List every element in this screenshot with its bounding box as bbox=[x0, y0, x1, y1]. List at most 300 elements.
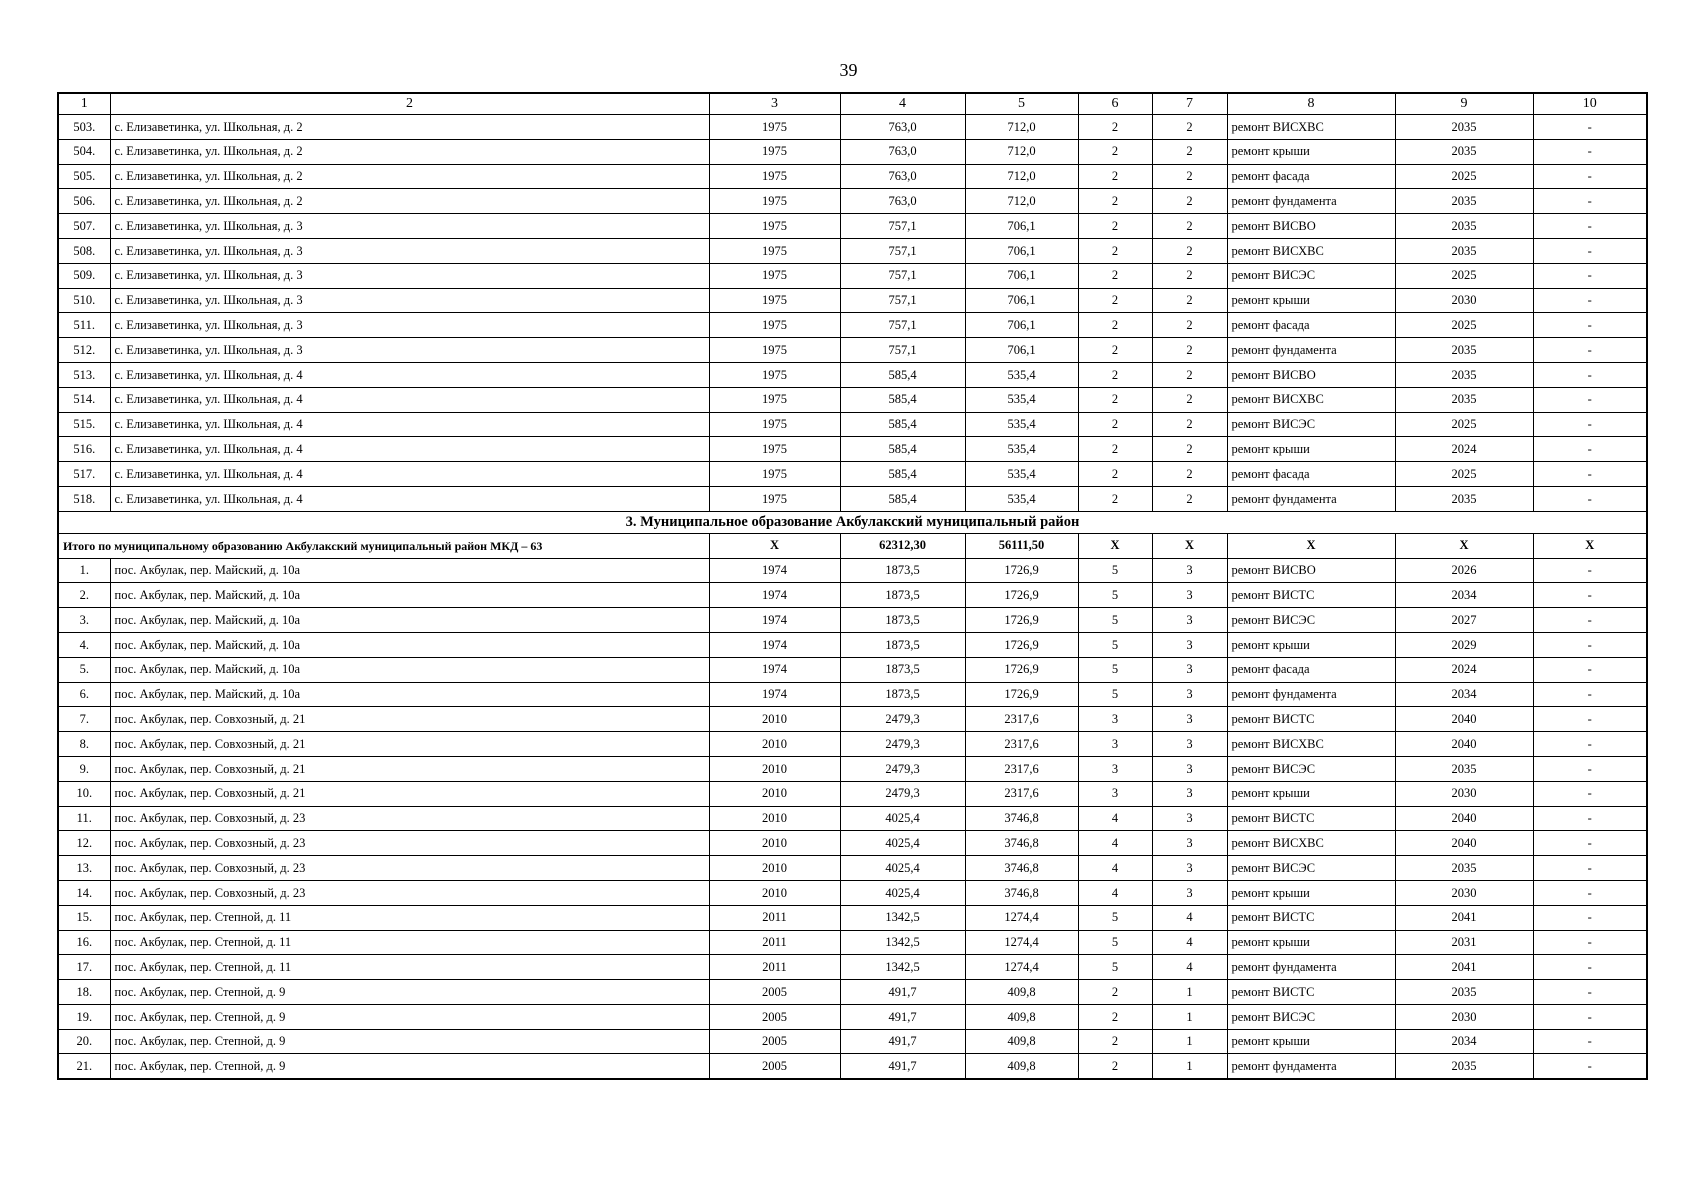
work-type-cell: ремонт ВИСВО bbox=[1227, 362, 1395, 387]
living-area-cell: 712,0 bbox=[965, 189, 1078, 214]
work-type-cell: ремонт фасада bbox=[1227, 164, 1395, 189]
year-built-cell: 2011 bbox=[709, 930, 840, 955]
column-number-cell: 8 bbox=[1227, 93, 1395, 115]
table-row bbox=[58, 1004, 1647, 1029]
note-cell: - bbox=[1533, 313, 1647, 338]
repair-year-cell: 2025 bbox=[1395, 313, 1533, 338]
column-number-cell: 9 bbox=[1395, 93, 1533, 115]
note-cell: - bbox=[1533, 387, 1647, 412]
total-value-cell: X bbox=[1395, 533, 1533, 558]
total-area-cell: 491,7 bbox=[840, 980, 965, 1005]
work-type-cell: ремонт ВИСХВС bbox=[1227, 831, 1395, 856]
repair-year-cell: 2026 bbox=[1395, 558, 1533, 583]
year-built-cell: 1974 bbox=[709, 558, 840, 583]
living-area-cell: 706,1 bbox=[965, 238, 1078, 263]
note-cell: - bbox=[1533, 486, 1647, 511]
note-cell: - bbox=[1533, 980, 1647, 1005]
table-row bbox=[58, 905, 1647, 930]
year-built-cell: 1975 bbox=[709, 288, 840, 313]
table-row bbox=[58, 313, 1647, 338]
total-value-cell: X bbox=[1533, 533, 1647, 558]
table-row bbox=[58, 437, 1647, 462]
total-area-cell: 757,1 bbox=[840, 263, 965, 288]
address-cell: пос. Акбулак, пер. Степной, д. 11 bbox=[110, 955, 709, 980]
repair-year-cell: 2034 bbox=[1395, 583, 1533, 608]
table-row bbox=[58, 115, 1647, 140]
column-number-cell: 3 bbox=[709, 93, 840, 115]
work-type-cell: ремонт фундамента bbox=[1227, 189, 1395, 214]
work-type-cell: ремонт ВИСТС bbox=[1227, 980, 1395, 1005]
work-type-cell: ремонт крыши bbox=[1227, 781, 1395, 806]
table-row bbox=[58, 880, 1647, 905]
table-row bbox=[58, 462, 1647, 487]
living-area-cell: 2317,6 bbox=[965, 756, 1078, 781]
table-row bbox=[58, 139, 1647, 164]
year-built-cell: 1975 bbox=[709, 462, 840, 487]
work-type-cell: ремонт крыши bbox=[1227, 437, 1395, 462]
entrances-cell: 3 bbox=[1152, 558, 1227, 583]
table-row bbox=[58, 856, 1647, 881]
floors-cell: 5 bbox=[1078, 657, 1152, 682]
repair-year-cell: 2035 bbox=[1395, 189, 1533, 214]
note-cell: - bbox=[1533, 238, 1647, 263]
repair-year-cell: 2035 bbox=[1395, 980, 1533, 1005]
entrances-cell: 2 bbox=[1152, 164, 1227, 189]
address-cell: с. Елизаветинка, ул. Школьная, д. 2 bbox=[110, 189, 709, 214]
floors-cell: 5 bbox=[1078, 930, 1152, 955]
entrances-cell: 1 bbox=[1152, 1054, 1227, 1079]
floors-cell: 2 bbox=[1078, 214, 1152, 239]
row-number-cell: 2. bbox=[58, 583, 110, 608]
address-cell: пос. Акбулак, пер. Майский, д. 10а bbox=[110, 682, 709, 707]
work-type-cell: ремонт крыши bbox=[1227, 139, 1395, 164]
address-cell: пос. Акбулак, пер. Степной, д. 11 bbox=[110, 930, 709, 955]
work-type-cell: ремонт ВИСТС bbox=[1227, 806, 1395, 831]
note-cell: - bbox=[1533, 657, 1647, 682]
address-cell: с. Елизаветинка, ул. Школьная, д. 4 bbox=[110, 387, 709, 412]
row-number-cell: 513. bbox=[58, 362, 110, 387]
total-area-cell: 1342,5 bbox=[840, 905, 965, 930]
row-number-cell: 20. bbox=[58, 1029, 110, 1054]
living-area-cell: 706,1 bbox=[965, 313, 1078, 338]
total-area-cell: 491,7 bbox=[840, 1004, 965, 1029]
row-number-cell: 4. bbox=[58, 632, 110, 657]
table-row bbox=[58, 980, 1647, 1005]
total-area-cell: 2479,3 bbox=[840, 732, 965, 757]
note-cell: - bbox=[1533, 806, 1647, 831]
repair-year-cell: 2025 bbox=[1395, 263, 1533, 288]
floors-cell: 2 bbox=[1078, 1054, 1152, 1079]
floors-cell: 4 bbox=[1078, 880, 1152, 905]
floors-cell: 2 bbox=[1078, 164, 1152, 189]
row-number-cell: 1. bbox=[58, 558, 110, 583]
total-area-cell: 585,4 bbox=[840, 462, 965, 487]
address-cell: пос. Акбулак, пер. Совхозный, д. 23 bbox=[110, 856, 709, 881]
year-built-cell: 2010 bbox=[709, 732, 840, 757]
repair-year-cell: 2027 bbox=[1395, 608, 1533, 633]
living-area-cell: 1274,4 bbox=[965, 955, 1078, 980]
repair-year-cell: 2041 bbox=[1395, 905, 1533, 930]
note-cell: - bbox=[1533, 558, 1647, 583]
living-area-cell: 3746,8 bbox=[965, 880, 1078, 905]
table-row bbox=[58, 806, 1647, 831]
year-built-cell: 2005 bbox=[709, 980, 840, 1005]
column-number-cell: 7 bbox=[1152, 93, 1227, 115]
table-row bbox=[58, 189, 1647, 214]
living-area-cell: 409,8 bbox=[965, 1029, 1078, 1054]
note-cell: - bbox=[1533, 263, 1647, 288]
total-value-cell: X bbox=[1227, 533, 1395, 558]
entrances-cell: 3 bbox=[1152, 781, 1227, 806]
year-built-cell: 2005 bbox=[709, 1004, 840, 1029]
row-number-cell: 509. bbox=[58, 263, 110, 288]
repair-year-cell: 2030 bbox=[1395, 781, 1533, 806]
total-area-cell: 4025,4 bbox=[840, 880, 965, 905]
entrances-cell: 2 bbox=[1152, 387, 1227, 412]
note-cell: - bbox=[1533, 831, 1647, 856]
year-built-cell: 1974 bbox=[709, 682, 840, 707]
total-area-cell: 1873,5 bbox=[840, 558, 965, 583]
living-area-cell: 3746,8 bbox=[965, 806, 1078, 831]
floors-cell: 4 bbox=[1078, 831, 1152, 856]
entrances-cell: 2 bbox=[1152, 288, 1227, 313]
work-type-cell: ремонт ВИСЭС bbox=[1227, 608, 1395, 633]
entrances-cell: 4 bbox=[1152, 905, 1227, 930]
repair-year-cell: 2035 bbox=[1395, 139, 1533, 164]
row-number-cell: 9. bbox=[58, 756, 110, 781]
entrances-cell: 3 bbox=[1152, 657, 1227, 682]
row-number-cell: 503. bbox=[58, 115, 110, 140]
address-cell: с. Елизаветинка, ул. Школьная, д. 4 bbox=[110, 462, 709, 487]
row-number-cell: 508. bbox=[58, 238, 110, 263]
entrances-cell: 3 bbox=[1152, 608, 1227, 633]
note-cell: - bbox=[1533, 1029, 1647, 1054]
total-area-cell: 763,0 bbox=[840, 164, 965, 189]
year-built-cell: 2010 bbox=[709, 880, 840, 905]
total-area-cell: 4025,4 bbox=[840, 831, 965, 856]
total-area-cell: 763,0 bbox=[840, 139, 965, 164]
row-number-cell: 512. bbox=[58, 338, 110, 363]
floors-cell: 5 bbox=[1078, 682, 1152, 707]
address-cell: пос. Акбулак, пер. Степной, д. 11 bbox=[110, 905, 709, 930]
living-area-cell: 1726,9 bbox=[965, 608, 1078, 633]
repair-year-cell: 2024 bbox=[1395, 437, 1533, 462]
address-cell: с. Елизаветинка, ул. Школьная, д. 3 bbox=[110, 214, 709, 239]
table-row bbox=[58, 238, 1647, 263]
work-type-cell: ремонт фундамента bbox=[1227, 486, 1395, 511]
repair-year-cell: 2034 bbox=[1395, 1029, 1533, 1054]
year-built-cell: 1974 bbox=[709, 583, 840, 608]
floors-cell: 2 bbox=[1078, 462, 1152, 487]
address-cell: пос. Акбулак, пер. Совхозный, д. 21 bbox=[110, 732, 709, 757]
living-area-cell: 535,4 bbox=[965, 362, 1078, 387]
entrances-cell: 2 bbox=[1152, 115, 1227, 140]
work-type-cell: ремонт ВИСВО bbox=[1227, 558, 1395, 583]
total-value-cell: 56111,50 bbox=[965, 533, 1078, 558]
living-area-cell: 535,4 bbox=[965, 412, 1078, 437]
total-value-cell: X bbox=[1078, 533, 1152, 558]
row-number-cell: 18. bbox=[58, 980, 110, 1005]
table-body-part2 bbox=[58, 558, 1647, 1079]
total-area-cell: 585,4 bbox=[840, 486, 965, 511]
address-cell: с. Елизаветинка, ул. Школьная, д. 3 bbox=[110, 263, 709, 288]
row-number-cell: 5. bbox=[58, 657, 110, 682]
year-built-cell: 2010 bbox=[709, 831, 840, 856]
work-type-cell: ремонт ВИСЭС bbox=[1227, 1004, 1395, 1029]
total-area-cell: 4025,4 bbox=[840, 856, 965, 881]
living-area-cell: 706,1 bbox=[965, 214, 1078, 239]
note-cell: - bbox=[1533, 412, 1647, 437]
total-value-cell: X bbox=[709, 533, 840, 558]
row-number-cell: 11. bbox=[58, 806, 110, 831]
total-area-cell: 2479,3 bbox=[840, 707, 965, 732]
work-type-cell: ремонт ВИСХВС bbox=[1227, 387, 1395, 412]
address-cell: пос. Акбулак, пер. Степной, д. 9 bbox=[110, 1004, 709, 1029]
address-cell: пос. Акбулак, пер. Майский, д. 10а bbox=[110, 632, 709, 657]
row-number-cell: 505. bbox=[58, 164, 110, 189]
living-area-cell: 3746,8 bbox=[965, 856, 1078, 881]
floors-cell: 2 bbox=[1078, 139, 1152, 164]
repair-year-cell: 2029 bbox=[1395, 632, 1533, 657]
entrances-cell: 3 bbox=[1152, 682, 1227, 707]
floors-cell: 4 bbox=[1078, 806, 1152, 831]
entrances-cell: 2 bbox=[1152, 263, 1227, 288]
row-number-cell: 510. bbox=[58, 288, 110, 313]
total-area-cell: 1873,5 bbox=[840, 657, 965, 682]
floors-cell: 5 bbox=[1078, 608, 1152, 633]
entrances-cell: 2 bbox=[1152, 437, 1227, 462]
living-area-cell: 706,1 bbox=[965, 263, 1078, 288]
column-number-cell: 10 bbox=[1533, 93, 1647, 115]
year-built-cell: 1975 bbox=[709, 115, 840, 140]
address-cell: пос. Акбулак, пер. Совхозный, д. 23 bbox=[110, 806, 709, 831]
living-area-cell: 409,8 bbox=[965, 1004, 1078, 1029]
table-row bbox=[58, 632, 1647, 657]
year-built-cell: 1975 bbox=[709, 437, 840, 462]
entrances-cell: 3 bbox=[1152, 856, 1227, 881]
note-cell: - bbox=[1533, 437, 1647, 462]
floors-cell: 2 bbox=[1078, 313, 1152, 338]
address-cell: пос. Акбулак, пер. Совхозный, д. 21 bbox=[110, 756, 709, 781]
row-number-cell: 19. bbox=[58, 1004, 110, 1029]
repair-year-cell: 2035 bbox=[1395, 756, 1533, 781]
work-type-cell: ремонт фундамента bbox=[1227, 955, 1395, 980]
year-built-cell: 1974 bbox=[709, 608, 840, 633]
total-area-cell: 1873,5 bbox=[840, 632, 965, 657]
living-area-cell: 535,4 bbox=[965, 437, 1078, 462]
total-area-cell: 585,4 bbox=[840, 412, 965, 437]
repair-year-cell: 2040 bbox=[1395, 806, 1533, 831]
table-row bbox=[58, 732, 1647, 757]
work-type-cell: ремонт ВИСХВС bbox=[1227, 732, 1395, 757]
work-type-cell: ремонт фундамента bbox=[1227, 338, 1395, 363]
total-area-cell: 1873,5 bbox=[840, 608, 965, 633]
column-number-row bbox=[58, 93, 1647, 115]
repair-year-cell: 2035 bbox=[1395, 115, 1533, 140]
note-cell: - bbox=[1533, 707, 1647, 732]
table-row bbox=[58, 338, 1647, 363]
year-built-cell: 1975 bbox=[709, 238, 840, 263]
total-area-cell: 2479,3 bbox=[840, 756, 965, 781]
total-area-cell: 757,1 bbox=[840, 288, 965, 313]
address-cell: пос. Акбулак, пер. Степной, д. 9 bbox=[110, 1029, 709, 1054]
entrances-cell: 4 bbox=[1152, 930, 1227, 955]
row-number-cell: 13. bbox=[58, 856, 110, 881]
repair-year-cell: 2025 bbox=[1395, 164, 1533, 189]
living-area-cell: 1274,4 bbox=[965, 930, 1078, 955]
year-built-cell: 1974 bbox=[709, 632, 840, 657]
floors-cell: 2 bbox=[1078, 189, 1152, 214]
total-area-cell: 763,0 bbox=[840, 189, 965, 214]
note-cell: - bbox=[1533, 1004, 1647, 1029]
note-cell: - bbox=[1533, 880, 1647, 905]
entrances-cell: 3 bbox=[1152, 806, 1227, 831]
living-area-cell: 3746,8 bbox=[965, 831, 1078, 856]
entrances-cell: 2 bbox=[1152, 362, 1227, 387]
row-number-cell: 504. bbox=[58, 139, 110, 164]
entrances-cell: 3 bbox=[1152, 880, 1227, 905]
floors-cell: 2 bbox=[1078, 387, 1152, 412]
floors-cell: 5 bbox=[1078, 905, 1152, 930]
entrances-cell: 1 bbox=[1152, 1004, 1227, 1029]
row-number-cell: 511. bbox=[58, 313, 110, 338]
entrances-cell: 2 bbox=[1152, 238, 1227, 263]
table-row bbox=[58, 955, 1647, 980]
address-cell: с. Елизаветинка, ул. Школьная, д. 2 bbox=[110, 164, 709, 189]
living-area-cell: 712,0 bbox=[965, 164, 1078, 189]
total-area-cell: 585,4 bbox=[840, 362, 965, 387]
repair-year-cell: 2035 bbox=[1395, 362, 1533, 387]
repair-year-cell: 2025 bbox=[1395, 462, 1533, 487]
table-row bbox=[58, 707, 1647, 732]
entrances-cell: 1 bbox=[1152, 1029, 1227, 1054]
address-cell: пос. Акбулак, пер. Майский, д. 10а bbox=[110, 608, 709, 633]
work-type-cell: ремонт ВИСТС bbox=[1227, 707, 1395, 732]
address-cell: пос. Акбулак, пер. Степной, д. 9 bbox=[110, 980, 709, 1005]
floors-cell: 2 bbox=[1078, 263, 1152, 288]
floors-cell: 5 bbox=[1078, 583, 1152, 608]
address-cell: пос. Акбулак, пер. Совхозный, д. 23 bbox=[110, 831, 709, 856]
table-row bbox=[58, 682, 1647, 707]
total-row bbox=[58, 533, 1647, 558]
work-type-cell: ремонт ВИСЭС bbox=[1227, 412, 1395, 437]
column-number-cell: 6 bbox=[1078, 93, 1152, 115]
work-type-cell: ремонт ВИСЭС bbox=[1227, 756, 1395, 781]
floors-cell: 2 bbox=[1078, 115, 1152, 140]
work-type-cell: ремонт крыши bbox=[1227, 880, 1395, 905]
work-type-cell: ремонт ВИСЭС bbox=[1227, 263, 1395, 288]
floors-cell: 3 bbox=[1078, 781, 1152, 806]
work-type-cell: ремонт фундамента bbox=[1227, 682, 1395, 707]
total-area-cell: 585,4 bbox=[840, 387, 965, 412]
address-cell: с. Елизаветинка, ул. Школьная, д. 3 bbox=[110, 238, 709, 263]
entrances-cell: 2 bbox=[1152, 139, 1227, 164]
living-area-cell: 1726,9 bbox=[965, 657, 1078, 682]
table-row bbox=[58, 657, 1647, 682]
floors-cell: 5 bbox=[1078, 558, 1152, 583]
address-cell: пос. Акбулак, пер. Майский, д. 10а bbox=[110, 558, 709, 583]
address-cell: с. Елизаветинка, ул. Школьная, д. 4 bbox=[110, 486, 709, 511]
note-cell: - bbox=[1533, 856, 1647, 881]
year-built-cell: 1975 bbox=[709, 387, 840, 412]
note-cell: - bbox=[1533, 462, 1647, 487]
note-cell: - bbox=[1533, 139, 1647, 164]
row-number-cell: 10. bbox=[58, 781, 110, 806]
repair-year-cell: 2030 bbox=[1395, 288, 1533, 313]
table-row bbox=[58, 263, 1647, 288]
work-type-cell: ремонт крыши bbox=[1227, 288, 1395, 313]
repair-year-cell: 2040 bbox=[1395, 831, 1533, 856]
floors-cell: 2 bbox=[1078, 362, 1152, 387]
total-area-cell: 1342,5 bbox=[840, 930, 965, 955]
living-area-cell: 2317,6 bbox=[965, 781, 1078, 806]
living-area-cell: 535,4 bbox=[965, 387, 1078, 412]
note-cell: - bbox=[1533, 756, 1647, 781]
floors-cell: 4 bbox=[1078, 856, 1152, 881]
year-built-cell: 2010 bbox=[709, 756, 840, 781]
column-number-cell: 5 bbox=[965, 93, 1078, 115]
table-row bbox=[58, 412, 1647, 437]
living-area-cell: 535,4 bbox=[965, 462, 1078, 487]
table-row bbox=[58, 756, 1647, 781]
entrances-cell: 2 bbox=[1152, 313, 1227, 338]
work-type-cell: ремонт фасада bbox=[1227, 657, 1395, 682]
year-built-cell: 1975 bbox=[709, 164, 840, 189]
entrances-cell: 1 bbox=[1152, 980, 1227, 1005]
living-area-cell: 2317,6 bbox=[965, 732, 1078, 757]
living-area-cell: 409,8 bbox=[965, 980, 1078, 1005]
repair-year-cell: 2040 bbox=[1395, 732, 1533, 757]
total-area-cell: 491,7 bbox=[840, 1029, 965, 1054]
total-area-cell: 757,1 bbox=[840, 338, 965, 363]
column-number-cell: 1 bbox=[58, 93, 110, 115]
living-area-cell: 2317,6 bbox=[965, 707, 1078, 732]
note-cell: - bbox=[1533, 583, 1647, 608]
address-cell: с. Елизаветинка, ул. Школьная, д. 2 bbox=[110, 115, 709, 140]
living-area-cell: 409,8 bbox=[965, 1054, 1078, 1079]
entrances-cell: 2 bbox=[1152, 189, 1227, 214]
total-area-cell: 491,7 bbox=[840, 1054, 965, 1079]
total-value-cell: X bbox=[1152, 533, 1227, 558]
row-number-cell: 516. bbox=[58, 437, 110, 462]
year-built-cell: 2011 bbox=[709, 905, 840, 930]
address-cell: с. Елизаветинка, ул. Школьная, д. 3 bbox=[110, 288, 709, 313]
work-type-cell: ремонт ВИСХВС bbox=[1227, 238, 1395, 263]
work-type-cell: ремонт фасада bbox=[1227, 462, 1395, 487]
note-cell: - bbox=[1533, 288, 1647, 313]
row-number-cell: 17. bbox=[58, 955, 110, 980]
table-row bbox=[58, 831, 1647, 856]
floors-cell: 2 bbox=[1078, 980, 1152, 1005]
repair-year-cell: 2035 bbox=[1395, 1054, 1533, 1079]
total-area-cell: 757,1 bbox=[840, 214, 965, 239]
total-area-cell: 1873,5 bbox=[840, 583, 965, 608]
row-number-cell: 3. bbox=[58, 608, 110, 633]
repair-year-cell: 2025 bbox=[1395, 412, 1533, 437]
row-number-cell: 515. bbox=[58, 412, 110, 437]
repair-year-cell: 2031 bbox=[1395, 930, 1533, 955]
floors-cell: 5 bbox=[1078, 955, 1152, 980]
entrances-cell: 2 bbox=[1152, 412, 1227, 437]
entrances-cell: 3 bbox=[1152, 756, 1227, 781]
address-cell: пос. Акбулак, пер. Степной, д. 9 bbox=[110, 1054, 709, 1079]
floors-cell: 2 bbox=[1078, 1029, 1152, 1054]
floors-cell: 2 bbox=[1078, 238, 1152, 263]
row-number-cell: 506. bbox=[58, 189, 110, 214]
row-number-cell: 514. bbox=[58, 387, 110, 412]
address-cell: пос. Акбулак, пер. Совхозный, д. 23 bbox=[110, 880, 709, 905]
table-row bbox=[58, 362, 1647, 387]
